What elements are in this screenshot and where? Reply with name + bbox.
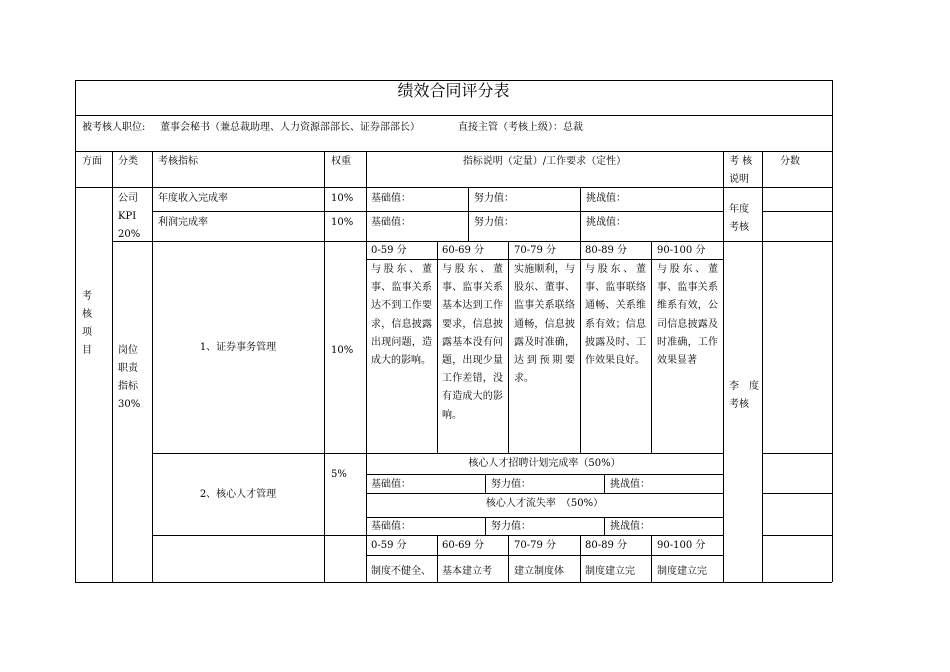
- rule: [366, 493, 723, 494]
- sub-indicator-title: 核心人才招聘计划完成率（50%）: [468, 458, 621, 469]
- rule: [485, 474, 486, 493]
- indicator-name: 1、证券事务管理: [199, 342, 277, 353]
- score-range: 0-59 分: [371, 245, 407, 256]
- challenge-value: 挑战值：: [610, 479, 650, 490]
- score-range: 0-59 分: [371, 540, 407, 551]
- rule: [75, 115, 832, 116]
- category-position-kpi: 30%: [118, 399, 141, 410]
- criteria-text: 基本建立考: [442, 566, 492, 577]
- rule: [580, 241, 581, 453]
- header-assess-note: 考 核: [729, 156, 753, 167]
- assessee-label: 被考核人职位:: [82, 122, 146, 133]
- indicator-name: 年度收入完成率: [158, 193, 228, 204]
- rule: [580, 535, 581, 582]
- aspect-char: 核: [82, 309, 92, 320]
- rule: [604, 474, 605, 493]
- header-weight: 权重: [331, 156, 351, 167]
- rule: [366, 517, 723, 518]
- rule: [485, 517, 486, 535]
- effort-value: 努力值：: [491, 479, 531, 490]
- effort-value: 努力值：: [474, 193, 514, 204]
- rule: [112, 151, 113, 582]
- rule: [112, 241, 832, 242]
- score-range: 80-89 分: [585, 540, 628, 551]
- challenge-value: 挑战值：: [586, 217, 626, 228]
- rule: [324, 151, 325, 582]
- category-company-kpi: 公司: [118, 193, 138, 204]
- aspect-char: 目: [82, 345, 92, 356]
- criteria-text: 与股东、董事、监事联络通畅、关系维系有效；信息披露及时、工作效果良好。: [585, 264, 646, 367]
- rule: [437, 535, 438, 582]
- category-company-kpi: 20%: [118, 229, 141, 240]
- rule: [152, 211, 723, 212]
- rule: [651, 241, 652, 453]
- indicator-weight: 10%: [331, 345, 354, 356]
- supervisor-info: 直接主管（考核上级）：总裁: [458, 122, 583, 133]
- score-range: 90-100 分: [657, 540, 706, 551]
- rule: [366, 259, 723, 260]
- category-position-kpi: 指标: [118, 381, 138, 392]
- challenge-value: 挑战值：: [610, 521, 650, 532]
- criteria-text: 制度建立完: [657, 566, 707, 577]
- rule: [366, 151, 367, 582]
- assess-note: 年度: [729, 204, 749, 215]
- header-description: 指标说明（定量）/工作要求（定性）: [462, 156, 627, 167]
- page-title: 绩效合同评分表: [397, 81, 510, 100]
- assessee-value: 董事会秘书（兼总裁助理、人力资源部部长、证券部部长）: [160, 122, 420, 133]
- rule: [152, 453, 723, 454]
- assess-note: 考核: [729, 399, 749, 410]
- rule: [437, 241, 438, 453]
- rule: [832, 80, 833, 582]
- category-company-kpi: KPI: [118, 211, 137, 222]
- indicator-name: 利润完成率: [158, 217, 208, 228]
- rule: [366, 555, 723, 556]
- criteria-text: 建立制度体: [514, 566, 564, 577]
- aspect-char: 项: [82, 327, 92, 338]
- criteria-text: 与股东、董事、监事关系基本达到工作要求，信息披露基本没有问题，出现少量工作差错，没有造成大的影响。: [442, 264, 503, 421]
- rule: [604, 517, 605, 535]
- base-value: 基础值：: [371, 479, 411, 490]
- score-range: 90-100 分: [657, 245, 706, 256]
- criteria-text: 制度不健全、: [371, 566, 431, 577]
- header-score: 分数: [780, 156, 800, 167]
- rule: [762, 211, 832, 212]
- score-range: 60-69 分: [442, 540, 485, 551]
- score-range: 70-79 分: [514, 245, 557, 256]
- rule: [468, 187, 469, 241]
- header-indicator: 考核指标: [158, 156, 198, 167]
- indicator-weight: 10%: [331, 217, 354, 228]
- rule: [366, 474, 723, 475]
- rule: [762, 151, 763, 582]
- rule: [75, 151, 832, 152]
- rule: [75, 80, 76, 582]
- assess-note: 考核: [729, 222, 749, 233]
- rule: [580, 187, 581, 241]
- category-position-kpi: 职责: [118, 363, 138, 374]
- indicator-name: 2、核心人才管理: [199, 489, 277, 500]
- base-value: 基础值：: [371, 217, 411, 228]
- assess-note: 李 度: [729, 381, 759, 392]
- criteria-text: 与股东、董事、监事关系维系有效，公司信息披露及时准确，工作效果显著: [657, 264, 718, 367]
- rule: [651, 535, 652, 582]
- score-range: 70-79 分: [514, 540, 557, 551]
- criteria-text: 实施顺利，与股东、董事、监事关系联络通畅，信息披露及时准确，达到预期要求。: [514, 264, 575, 385]
- challenge-value: 挑战值：: [586, 193, 626, 204]
- header-assess-note-2: 说明: [729, 174, 749, 185]
- criteria-text: 与股东、董事、监事关系达不到工作要求，信息披露出现问题，造成大的影响。: [371, 264, 432, 367]
- base-value: 基础值：: [371, 193, 411, 204]
- sub-indicator-title: 核心人才流失率 （50%）: [485, 498, 604, 509]
- criteria-text: 制度建立完: [585, 566, 635, 577]
- base-value: 基础值：: [371, 521, 411, 532]
- rule: [762, 453, 832, 454]
- effort-value: 努力值：: [491, 521, 531, 532]
- header-category: 分类: [118, 156, 138, 167]
- rule: [762, 493, 832, 494]
- score-range: 60-69 分: [442, 245, 485, 256]
- effort-value: 努力值：: [474, 217, 514, 228]
- rule: [508, 241, 509, 453]
- header-aspect: 方面: [82, 156, 102, 167]
- indicator-weight: 5%: [331, 469, 347, 480]
- aspect-char: 考: [82, 291, 92, 302]
- rule: [75, 582, 832, 583]
- rule: [723, 151, 724, 582]
- category-position-kpi: 岗位: [118, 345, 138, 356]
- indicator-weight: 10%: [331, 193, 354, 204]
- rule: [152, 151, 153, 582]
- rule: [508, 535, 509, 582]
- score-range: 80-89 分: [585, 245, 628, 256]
- rule: [762, 535, 832, 536]
- rule: [75, 187, 832, 188]
